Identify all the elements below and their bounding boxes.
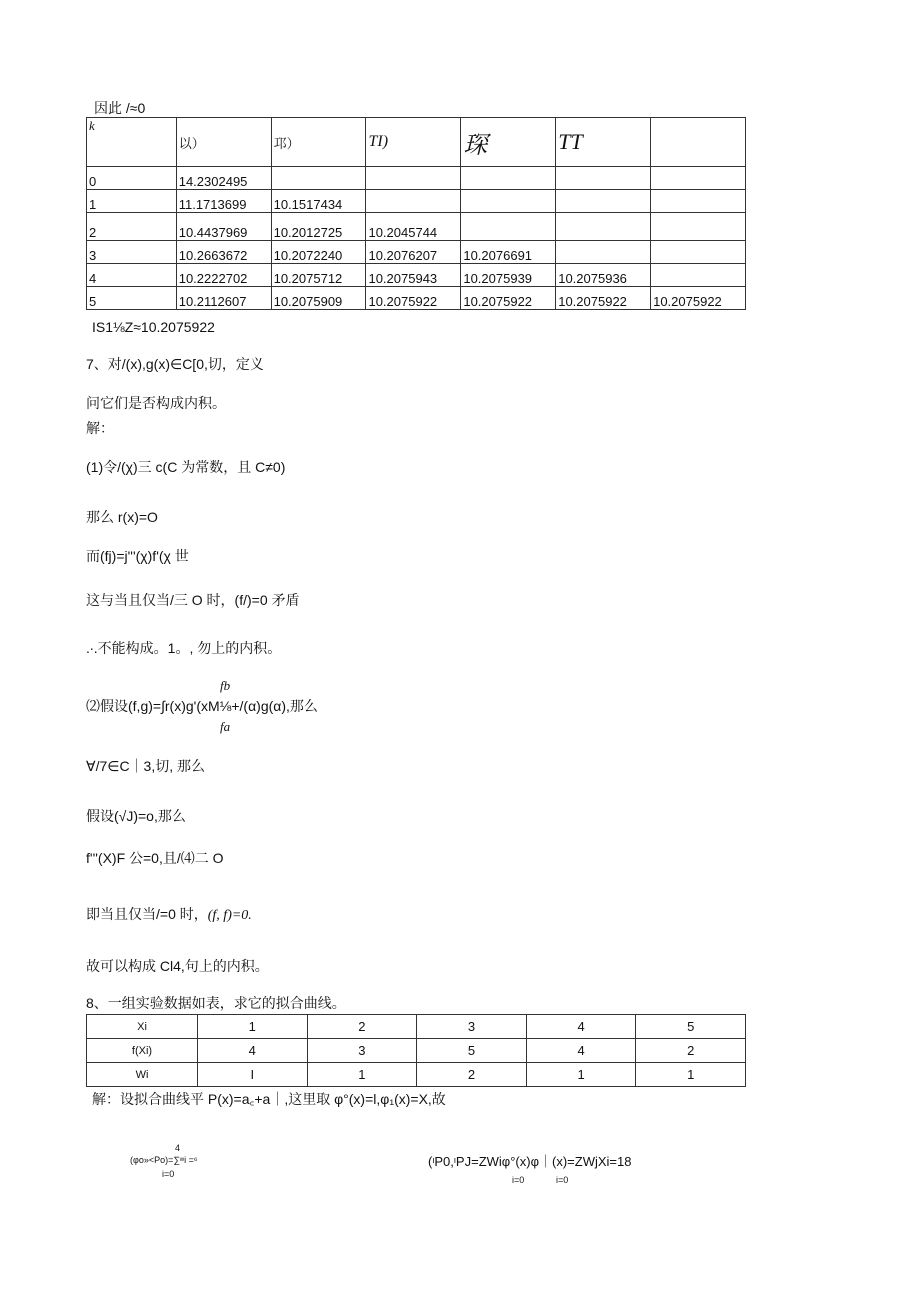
therefore-line: 因此 /≈0	[94, 100, 146, 116]
table-cell: 1	[636, 1063, 746, 1087]
table-cell: 10.2075712	[271, 264, 366, 287]
q7-solution-label: 解：	[86, 420, 114, 436]
table-cell: 2	[417, 1063, 527, 1087]
table-cell: I	[198, 1063, 308, 1087]
table-row	[87, 1063, 746, 1087]
q7-line-9: f'''(X)F 公=0,且/⑷二 O	[86, 850, 224, 866]
table-cell: 10.2075922	[366, 287, 461, 310]
header-k: k	[87, 118, 177, 167]
q7-question: 问它们是否构成内积。	[86, 395, 226, 411]
table-cell: 4	[198, 1039, 308, 1063]
table-cell: 10.4437969	[176, 213, 271, 241]
table-cell	[651, 190, 746, 213]
table-cell	[461, 190, 556, 213]
table-cell	[556, 213, 651, 241]
sum-lower-index: i=0	[162, 1169, 175, 1179]
q8-title: 8、一组实验数据如表，求它的拟合曲线。	[86, 995, 346, 1011]
table-cell: 10.1517434	[271, 190, 366, 213]
table-cell: 10.2076691	[461, 241, 556, 264]
table-cell	[366, 190, 461, 213]
table-cell: 11.1713699	[176, 190, 271, 213]
header-col1: 以）	[176, 118, 271, 167]
table-row	[87, 1015, 746, 1039]
table-cell	[461, 167, 556, 190]
table-cell: 2	[87, 213, 177, 241]
table-row	[87, 287, 746, 310]
q8-solution-line: 解：设拟合曲线平 P(x)=a꜀+a｜,这里取 φ°(x)=l,φ₁(x)=X,故	[92, 1091, 446, 1107]
header-col3: TI)	[366, 118, 461, 167]
q7-line-10-formula: (f, f)=0.	[207, 908, 252, 923]
q7-line-6: ⑵假设(f,g)=∫r(x)g'(xM⅛+/(α)g(α),那么	[86, 698, 318, 714]
q7-line-8: 假设(√J)=o,那么	[86, 808, 186, 824]
table-cell: 1	[526, 1063, 636, 1087]
table-row	[87, 1039, 746, 1063]
table-cell: 10.2222702	[176, 264, 271, 287]
table-cell	[651, 264, 746, 287]
table-cell: 0	[87, 167, 177, 190]
table-cell: 2	[636, 1039, 746, 1063]
table-header-row	[87, 118, 746, 167]
table-cell: 4	[526, 1015, 636, 1039]
table-cell: 10.2076207	[366, 241, 461, 264]
table-cell: 10.2075909	[271, 287, 366, 310]
table-cell	[651, 241, 746, 264]
header-col5: TT	[556, 118, 651, 167]
table-cell: 10.2012725	[271, 213, 366, 241]
table-cell: 10.2075922	[461, 287, 556, 310]
q7-line-2: 那么 r(x)=O	[86, 509, 158, 525]
table-cell: 10.2045744	[366, 213, 461, 241]
table-row	[87, 167, 746, 190]
table-cell: 14.2302495	[176, 167, 271, 190]
table-cell: 10.2072240	[271, 241, 366, 264]
q7-title: 7、对/(x),g(x)∈C[0,切，定义	[86, 356, 264, 372]
table-row	[87, 264, 746, 287]
table-cell: 5	[417, 1039, 527, 1063]
table-cell	[556, 190, 651, 213]
q7-line-10-text: 即当且仅当/=0 时，	[86, 906, 208, 922]
table-row	[87, 241, 746, 264]
q7-line-4: 这与当且仅当/三 O 时，(f/)=0 矛盾	[86, 592, 300, 608]
sum-upper-index: 4	[175, 1143, 181, 1153]
table-cell: 10.2112607	[176, 287, 271, 310]
formula-right: (ᶦP0,ᶦPJ=ZWiφ°(x)φ｜(x)=ZWjXi=18	[428, 1154, 632, 1169]
table-cell: 4	[526, 1039, 636, 1063]
table-cell: 4	[87, 264, 177, 287]
romberg-table	[86, 117, 746, 310]
table-cell: 3	[417, 1015, 527, 1039]
row-label: f(Xi)	[87, 1039, 198, 1063]
sum-lower-index-1: i=0	[512, 1175, 525, 1185]
row-label: Wi	[87, 1063, 198, 1087]
table-cell: 3	[307, 1039, 417, 1063]
table-cell	[461, 213, 556, 241]
q7-line-5: .∙.不能构成。1。, 勿上的内积。	[86, 640, 282, 656]
table-cell: 5	[87, 287, 177, 310]
header-col6	[651, 118, 746, 167]
row-label: Xi	[87, 1015, 198, 1039]
table-row	[87, 213, 746, 241]
q7-line-1: (1)令/(χ)三 c(C 为常数，且 C≠0)	[86, 459, 286, 475]
table-cell: 10.2075939	[461, 264, 556, 287]
table-cell	[271, 167, 366, 190]
formula-left: (φo»<Po)=∑ʷi =⁶	[130, 1155, 198, 1165]
table-cell: 10.2075922	[556, 287, 651, 310]
table-cell	[556, 167, 651, 190]
table-cell: 10.2075936	[556, 264, 651, 287]
integral-upper-limit: fb	[220, 678, 231, 693]
table-cell: 10.2075943	[366, 264, 461, 287]
integral-lower-limit: fa	[220, 719, 231, 734]
table-cell	[651, 167, 746, 190]
table-row	[87, 190, 746, 213]
q7-line-3: 而(fj)=j'''(χ)f'(χ 世	[86, 548, 189, 564]
table-cell: 2	[307, 1015, 417, 1039]
table-cell: 10.2075922	[651, 287, 746, 310]
table-cell: 3	[87, 241, 177, 264]
sum-lower-index-2: i=0	[556, 1175, 569, 1185]
header-col4: 琛	[461, 118, 556, 167]
table-cell	[651, 213, 746, 241]
table-cell: 1	[198, 1015, 308, 1039]
table-cell: 10.2663672	[176, 241, 271, 264]
table-cell: 5	[636, 1015, 746, 1039]
table-cell	[556, 241, 651, 264]
q7-line-10	[86, 907, 252, 923]
header-col2: 邛）	[271, 118, 366, 167]
data-table	[86, 1014, 746, 1087]
result-line: IS1⅛Z≈10.2075922	[92, 319, 215, 335]
table-cell	[366, 167, 461, 190]
table-cell: 1	[87, 190, 177, 213]
table-cell: 1	[307, 1063, 417, 1087]
q7-line-7: ∀/7∈C｜3,切, 那么	[86, 758, 206, 774]
q7-line-11: 故可以构成 Cl4,句上的内积。	[86, 958, 269, 974]
